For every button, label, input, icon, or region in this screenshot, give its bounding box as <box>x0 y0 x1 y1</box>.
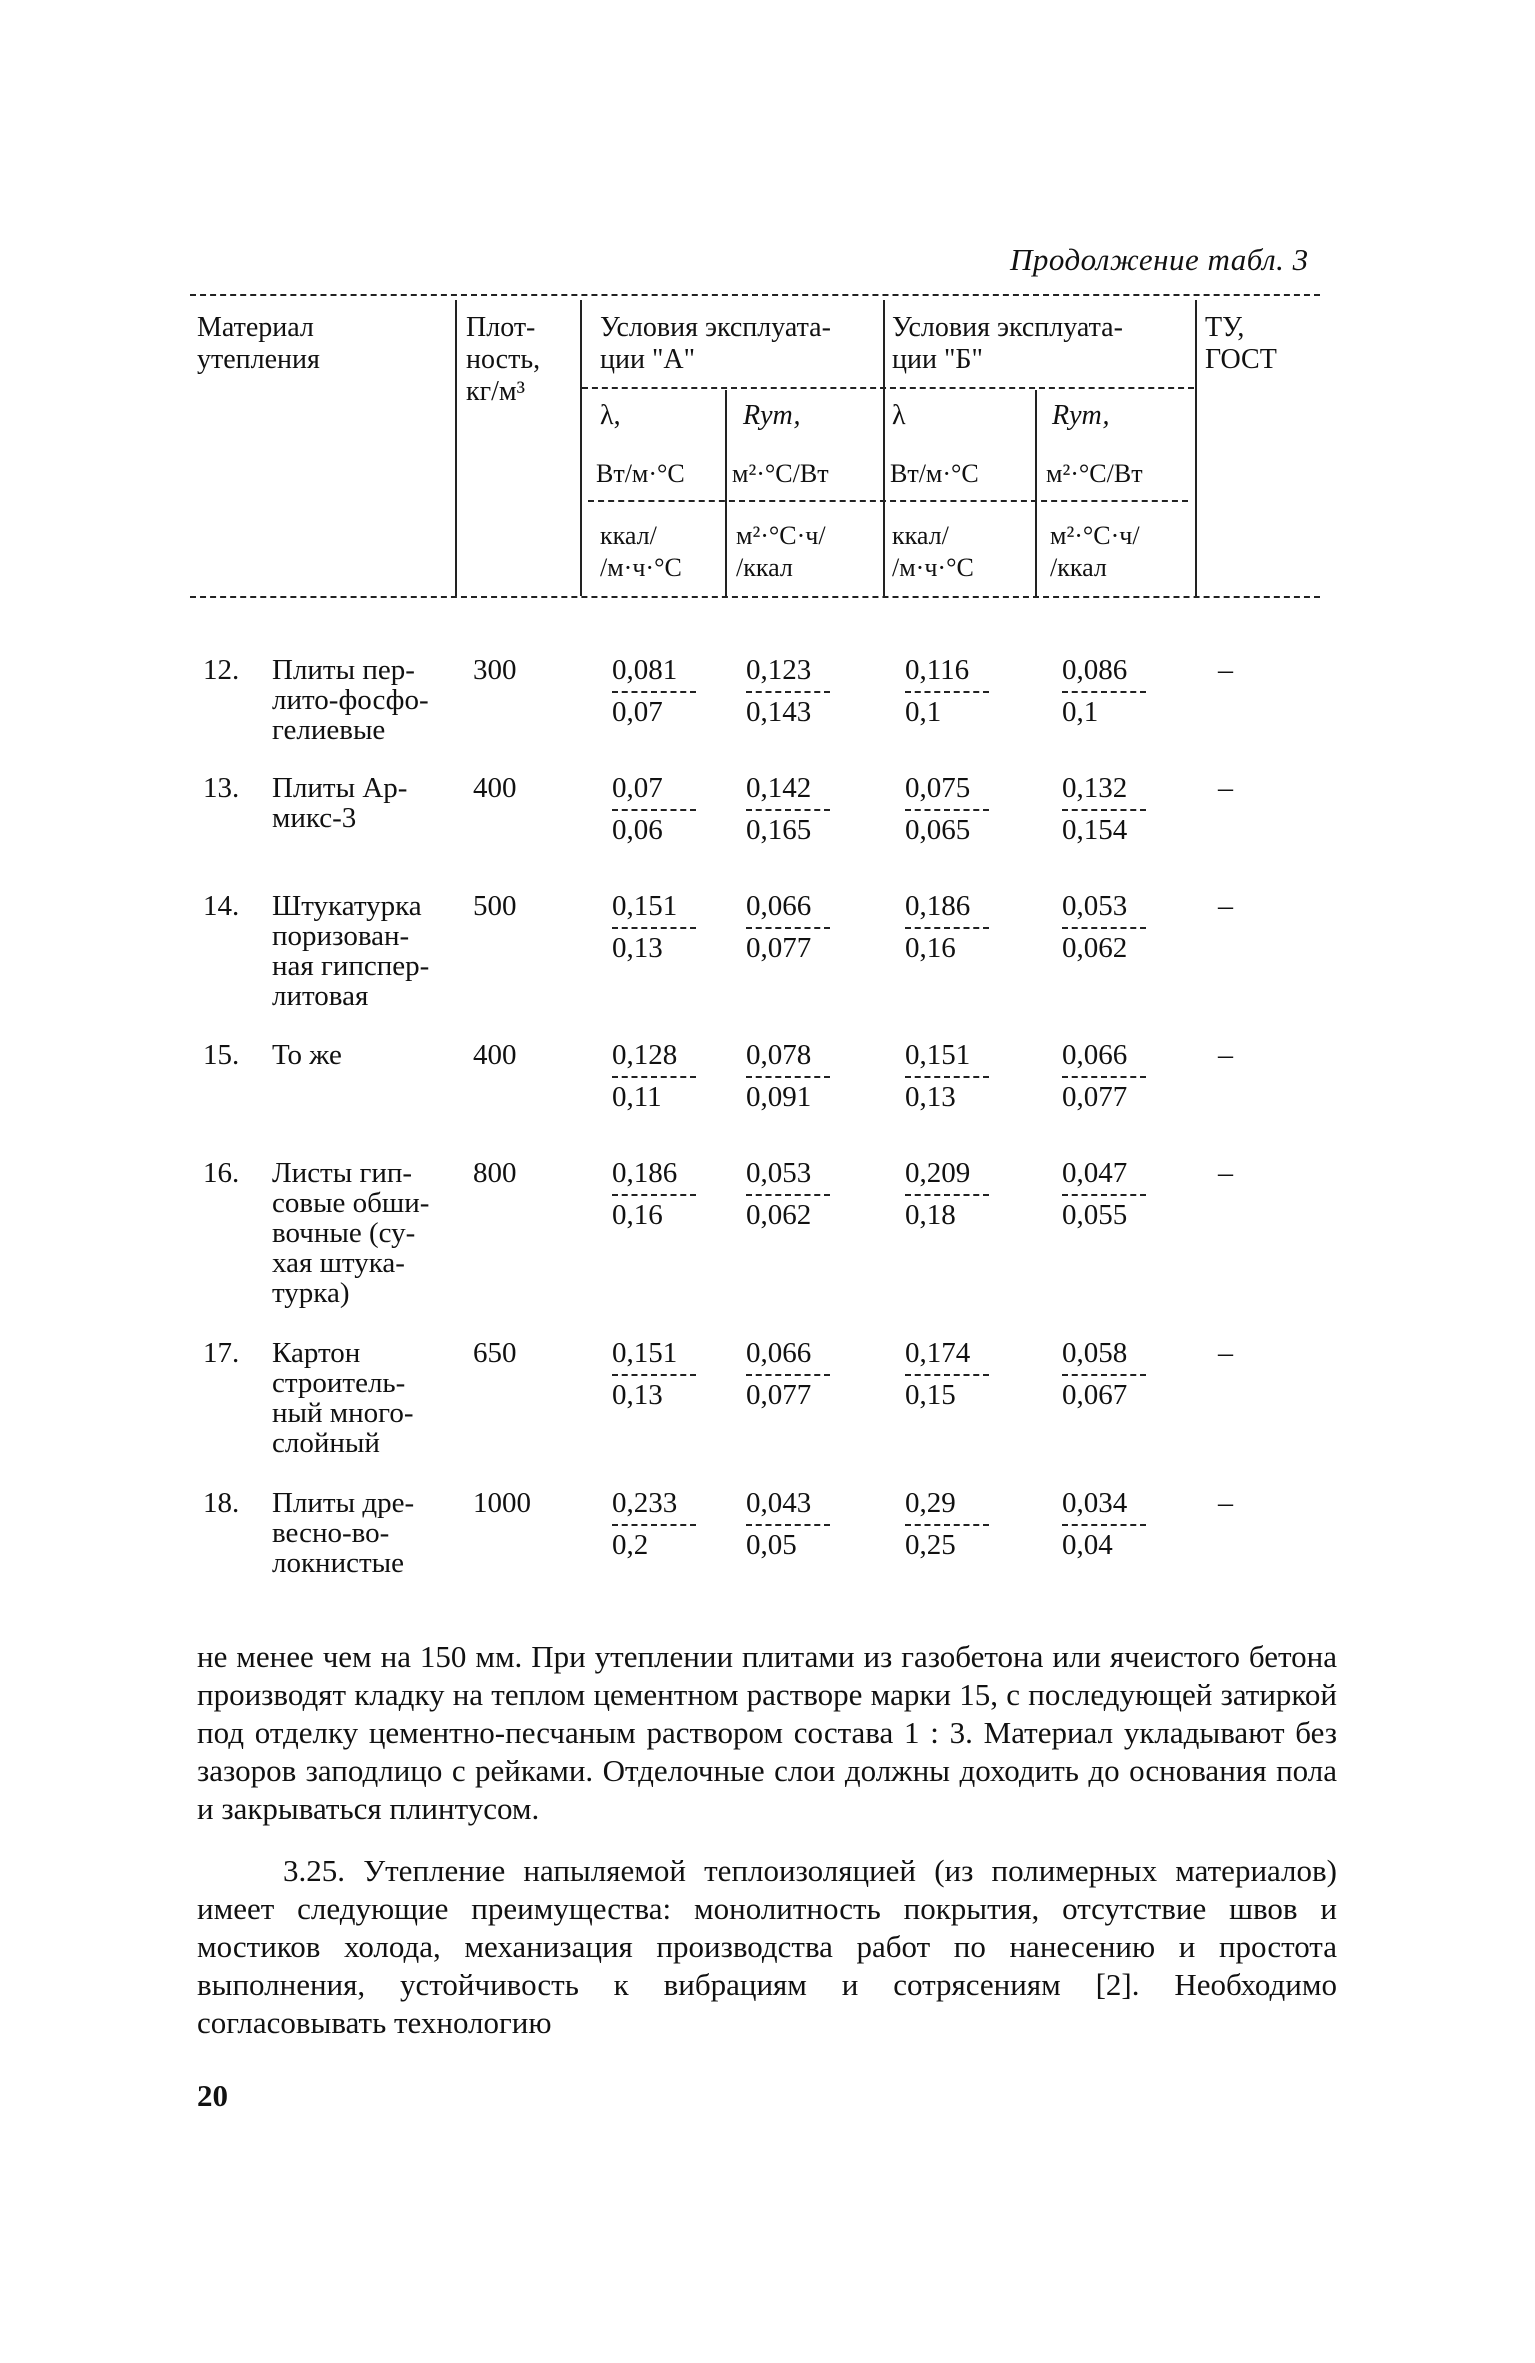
material-line: Штукатурка <box>272 890 422 922</box>
fraction-b-lam <box>905 773 995 845</box>
fraction-bar <box>612 927 696 929</box>
material-name <box>272 1338 472 1458</box>
value-wt: 0,209 <box>905 1157 971 1189</box>
fraction-bar <box>612 809 696 811</box>
value-wt: 0,151 <box>612 890 678 922</box>
value-kcal: 0,04 <box>1062 1529 1113 1561</box>
fraction-a-r <box>746 1040 836 1112</box>
material-name <box>272 1040 472 1070</box>
row-number: 18. <box>203 1487 240 1519</box>
fraction-bar <box>612 1524 696 1526</box>
value-kcal: 0,18 <box>905 1199 956 1231</box>
value-kcal: 0,11 <box>612 1081 662 1113</box>
fraction-b-lam <box>905 655 995 727</box>
fraction-bar <box>905 809 989 811</box>
fraction-b-r <box>1062 1338 1152 1410</box>
row-number: 14. <box>203 890 240 922</box>
tu-value: – <box>1218 889 1233 922</box>
tu-value: – <box>1218 771 1233 804</box>
fraction-a-lam <box>612 1488 702 1560</box>
value-kcal: 0,062 <box>746 1199 812 1231</box>
fraction-bar <box>746 1194 830 1196</box>
unit-rule-1 <box>588 500 1188 502</box>
fraction-bar <box>905 1194 989 1196</box>
header-density: Плот- ность, кг/м³ <box>466 312 541 407</box>
value-kcal: 0,16 <box>905 932 956 964</box>
value-kcal: 0,091 <box>746 1081 812 1113</box>
value-wt: 0,066 <box>1062 1039 1128 1071</box>
fraction-bar <box>746 809 830 811</box>
fraction-a-r <box>746 655 836 727</box>
fraction-b-lam <box>905 1488 995 1560</box>
header-top-rule <box>190 294 1320 296</box>
fraction-b-lam <box>905 1158 995 1230</box>
value-kcal: 0,16 <box>612 1199 663 1231</box>
fraction-b-lam <box>905 891 995 963</box>
value-kcal: 0,06 <box>612 814 663 846</box>
value-kcal: 0,062 <box>1062 932 1128 964</box>
fraction-a-r <box>746 1158 836 1230</box>
fraction-b-r <box>1062 773 1152 845</box>
row-number: 17. <box>203 1337 240 1369</box>
density-value: 300 <box>473 654 517 686</box>
row-number: 16. <box>203 1157 240 1189</box>
fraction-bar <box>612 691 696 693</box>
material-name <box>272 773 472 833</box>
header-tu: ТУ, ГОСТ <box>1205 312 1277 375</box>
material-name <box>272 891 472 1011</box>
material-line: весно-во- <box>272 1517 390 1549</box>
density-value: 500 <box>473 890 517 922</box>
material-name <box>272 655 472 745</box>
header-cond-b: Условия эксплуата- ции "Б" <box>892 312 1123 375</box>
material-line: совые обши- <box>272 1187 430 1219</box>
value-wt: 0,174 <box>905 1337 971 1369</box>
fraction-bar <box>1062 1374 1146 1376</box>
value-kcal: 0,077 <box>1062 1081 1128 1113</box>
header-material: Материал утепления <box>197 312 320 375</box>
header-r-a: Rут, <box>743 400 801 431</box>
value-wt: 0,066 <box>746 890 812 922</box>
tu-value: – <box>1218 1156 1233 1189</box>
fraction-bar <box>612 1194 696 1196</box>
value-wt: 0,078 <box>746 1039 812 1071</box>
value-wt: 0,075 <box>905 772 971 804</box>
fraction-b-r <box>1062 655 1152 727</box>
fraction-b-r <box>1062 1040 1152 1112</box>
fraction-a-r <box>746 891 836 963</box>
material-line: ная гипспер- <box>272 950 430 982</box>
material-line: вочные (су- <box>272 1217 416 1249</box>
fraction-bar <box>612 1076 696 1078</box>
material-line: лито-фосфо- <box>272 684 429 716</box>
tu-value: – <box>1218 1486 1233 1519</box>
fraction-bar <box>612 1374 696 1376</box>
value-wt: 0,116 <box>905 654 970 686</box>
fraction-b-r <box>1062 1488 1152 1560</box>
row-number: 13. <box>203 772 240 804</box>
value-kcal: 0,165 <box>746 814 812 846</box>
row-number: 12. <box>203 654 240 686</box>
value-kcal: 0,07 <box>612 696 663 728</box>
value-wt: 0,132 <box>1062 772 1128 804</box>
fraction-bar <box>1062 1076 1146 1078</box>
material-line: слойный <box>272 1427 380 1459</box>
fraction-a-lam <box>612 891 702 963</box>
value-kcal: 0,15 <box>905 1379 956 1411</box>
value-kcal: 0,065 <box>905 814 971 846</box>
fraction-bar <box>1062 1194 1146 1196</box>
value-wt: 0,066 <box>746 1337 812 1369</box>
material-line: турка) <box>272 1277 350 1309</box>
value-kcal: 0,077 <box>746 932 812 964</box>
col-divider-6 <box>1195 300 1197 596</box>
value-kcal: 0,13 <box>905 1081 956 1113</box>
header-bottom-rule <box>190 596 1320 598</box>
header-r-b: Rут, <box>1052 400 1110 431</box>
fraction-bar <box>1062 691 1146 693</box>
density-value: 400 <box>473 1039 517 1071</box>
material-line: микс-3 <box>272 802 357 834</box>
row-number: 15. <box>203 1039 240 1071</box>
value-wt: 0,034 <box>1062 1487 1128 1519</box>
tu-value: – <box>1218 1336 1233 1369</box>
value-wt: 0,043 <box>746 1487 812 1519</box>
tu-value: – <box>1218 1038 1233 1071</box>
fraction-bar <box>746 1524 830 1526</box>
fraction-bar <box>746 1076 830 1078</box>
value-wt: 0,186 <box>905 890 971 922</box>
fraction-b-lam <box>905 1338 995 1410</box>
page-number: 20 <box>197 2078 228 2113</box>
value-wt: 0,151 <box>905 1039 971 1071</box>
value-kcal: 0,1 <box>1062 696 1099 728</box>
tu-value: – <box>1218 653 1233 686</box>
value-kcal: 0,067 <box>1062 1379 1128 1411</box>
fraction-a-lam <box>612 1158 702 1230</box>
value-wt: 0,086 <box>1062 654 1128 686</box>
value-wt: 0,151 <box>612 1337 678 1369</box>
material-name <box>272 1158 472 1308</box>
fraction-a-r <box>746 1338 836 1410</box>
value-wt: 0,047 <box>1062 1157 1128 1189</box>
fraction-a-r <box>746 773 836 845</box>
material-line: поризован- <box>272 920 410 952</box>
value-kcal: 0,077 <box>746 1379 812 1411</box>
value-kcal: 0,2 <box>612 1529 649 1561</box>
value-wt: 0,053 <box>746 1157 812 1189</box>
material-name <box>272 1488 472 1578</box>
fraction-a-r <box>746 1488 836 1560</box>
header-lambda-b: λ <box>892 400 906 431</box>
fraction-bar <box>1062 809 1146 811</box>
material-line: литовая <box>272 980 369 1012</box>
value-wt: 0,081 <box>612 654 678 686</box>
fraction-bar <box>905 691 989 693</box>
col-divider-1 <box>455 300 457 596</box>
value-wt: 0,142 <box>746 772 812 804</box>
fraction-b-lam <box>905 1040 995 1112</box>
density-value: 800 <box>473 1157 517 1189</box>
value-wt: 0,123 <box>746 654 812 686</box>
material-line: гелиевые <box>272 714 386 746</box>
unit-rk-b: м²·°С·ч/ /ккал <box>1050 521 1140 582</box>
fraction-b-r <box>1062 891 1152 963</box>
col-divider-4 <box>883 300 885 596</box>
value-wt: 0,053 <box>1062 890 1128 922</box>
value-kcal: 0,143 <box>746 696 812 728</box>
material-line: Плиты пер- <box>272 654 415 686</box>
fraction-a-lam <box>612 1338 702 1410</box>
value-wt: 0,186 <box>612 1157 678 1189</box>
fraction-a-lam <box>612 773 702 845</box>
paragraph-2: 3.25. Утепление напыляемой теплоизоляцией (из полимерных материалов) имеет следующие преимущества: монолитность покрытия, отсутствие швов и мостиков холода, механизация производства работ по нанесению и простота выполнения, устойчивость к вибрациям и сотрясениям [2]. Необходимо согласовывать технологию <box>197 1853 1337 2040</box>
fraction-bar <box>746 927 830 929</box>
material-line: Листы гип- <box>272 1157 413 1189</box>
material-line: Картон <box>272 1337 361 1369</box>
cond-subheader-rule <box>582 387 1194 389</box>
fraction-bar <box>905 1524 989 1526</box>
unit-kcal-a: ккал/ /м·ч·°С <box>600 521 682 582</box>
unit-r-a: м²·°С/Вт <box>732 459 829 488</box>
material-line: хая штука- <box>272 1247 405 1279</box>
material-line: строитель- <box>272 1367 406 1399</box>
material-line: локнистые <box>272 1547 405 1579</box>
value-wt: 0,07 <box>612 772 663 804</box>
fraction-bar <box>1062 927 1146 929</box>
density-value: 650 <box>473 1337 517 1369</box>
table-caption: Продолжение табл. 3 <box>1010 242 1309 277</box>
material-line: То же <box>272 1039 342 1071</box>
value-kcal: 0,05 <box>746 1529 797 1561</box>
value-kcal: 0,1 <box>905 696 942 728</box>
fraction-bar <box>746 691 830 693</box>
header-lambda-a: λ, <box>600 400 621 431</box>
material-line: Плиты дре- <box>272 1487 415 1519</box>
col-divider-2 <box>580 300 582 596</box>
unit-kcal-b: ккал/ /м·ч·°С <box>892 521 974 582</box>
value-wt: 0,29 <box>905 1487 956 1519</box>
value-kcal: 0,13 <box>612 1379 663 1411</box>
header-cond-a: Условия эксплуата- ции "А" <box>600 312 831 375</box>
material-line: ный много- <box>272 1397 414 1429</box>
col-divider-3 <box>725 390 727 596</box>
value-wt: 0,128 <box>612 1039 678 1071</box>
value-kcal: 0,25 <box>905 1529 956 1561</box>
value-kcal: 0,154 <box>1062 814 1128 846</box>
density-value: 1000 <box>473 1487 531 1519</box>
fraction-bar <box>905 1076 989 1078</box>
fraction-bar <box>905 927 989 929</box>
unit-w-a: Вт/м·°С <box>596 459 685 488</box>
unit-r-b: м²·°С/Вт <box>1046 459 1143 488</box>
fraction-b-r <box>1062 1158 1152 1230</box>
fraction-a-lam <box>612 655 702 727</box>
value-kcal: 0,13 <box>612 932 663 964</box>
col-divider-5 <box>1035 390 1037 596</box>
unit-rk-a: м²·°С·ч/ /ккал <box>736 521 826 582</box>
fraction-a-lam <box>612 1040 702 1112</box>
density-value: 400 <box>473 772 517 804</box>
value-kcal: 0,055 <box>1062 1199 1128 1231</box>
value-wt: 0,233 <box>612 1487 678 1519</box>
fraction-bar <box>1062 1524 1146 1526</box>
paragraph-1: не менее чем на 150 мм. При утеплении плитами из газобетона или ячеистого бетона производят кладку на теплом цементном растворе марки 15, с последующей затиркой под отделку цементно-песчаным раствором состава 1 : 3. Материал укладывают без зазоров заподлицо с рейками. Отделочные слои должны доходить до основания пола и закрываться плинтусом. <box>197 1639 1337 1826</box>
material-line: Плиты Ар- <box>272 772 408 804</box>
fraction-bar <box>905 1374 989 1376</box>
unit-w-b: Вт/м·°С <box>890 459 979 488</box>
fraction-bar <box>746 1374 830 1376</box>
value-wt: 0,058 <box>1062 1337 1128 1369</box>
